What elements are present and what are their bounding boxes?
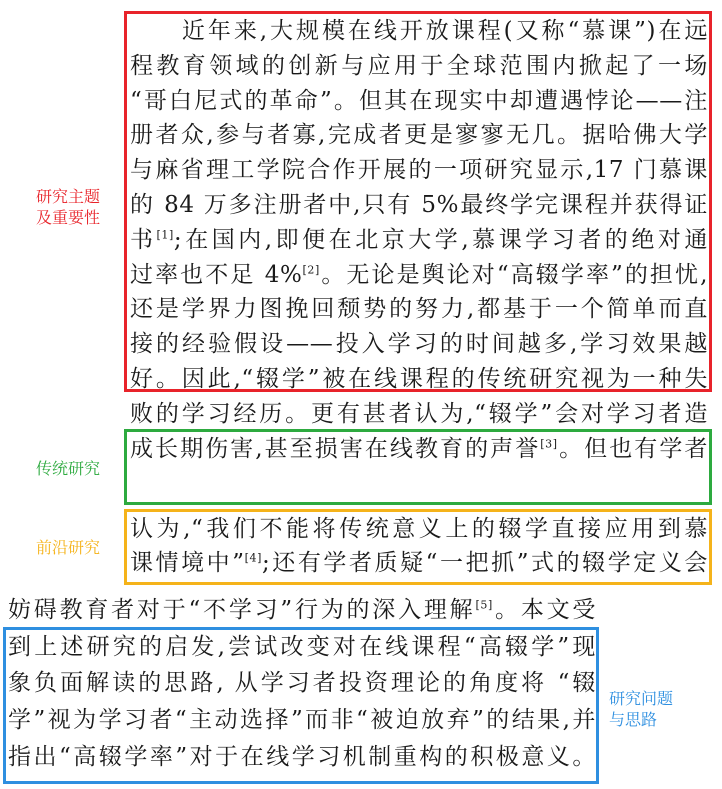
text-line-13 (130, 434, 708, 464)
text-line-4: 册者众,参与者寡,完成者更是寥寥无几。据哈佛大学 (130, 122, 708, 148)
text-line-12: 败的学习经历。更有甚者认为,“辍学”会对学习者造 (130, 401, 708, 427)
text-line-19: 学”视为学习者“主动选择”而非“被迫放弃”的结果,并 (8, 707, 596, 733)
text-segment: 过率也不足 4% (130, 262, 303, 288)
citation-ref-2: [2] (302, 263, 320, 277)
text-segment: 课情境中” (130, 550, 245, 576)
text-segment: 。本文受 (492, 597, 596, 623)
citation-ref-1: [1] (156, 228, 174, 242)
text-segment: 成长期伤害,甚至损害在线教育的声誉 (130, 436, 541, 462)
text-line-8 (130, 260, 708, 290)
frontier-annotation: 前沿研究 (36, 538, 101, 557)
text-line-5: 与麻省理工学院合作开展的一项研究显示,17 门慕课 (130, 157, 708, 183)
citation-ref-3: [3] (540, 437, 558, 451)
text-line-17: 到上述研究的启发,尝试改变对在线课程“高辍学”现 (8, 634, 596, 660)
text-line-6: 的 84 万多注册者中,只有 5%最终学完课程并获得证 (130, 192, 708, 218)
traditional-annotation: 传统研究 (36, 459, 101, 478)
text-segment: 。但也有学者 (557, 436, 708, 462)
question-annotation-line2: 与思路 (609, 710, 658, 729)
text-segment: ;还有学者质疑“一把抓”式的辍学定义会 (262, 550, 708, 576)
text-segment: 妨碍教育者对于“不学习”行为的深入理解 (8, 597, 476, 623)
text-line-11: 好。因此,“辍学”被在线课程的传统研究视为一种失 (130, 366, 708, 392)
topic-annotation-line2: 及重要性 (36, 208, 101, 227)
text-line-7 (130, 225, 708, 255)
topic-annotation-line1: 研究主题 (36, 187, 101, 206)
text-line-18: 象负面解读的思路, 从学习者投资理论的角度将 “辍 (8, 670, 596, 696)
text-line-14: 认为,“我们不能将传统意义上的辍学直接应用到慕 (130, 516, 708, 542)
text-line-3: “哥白尼式的革命”。但其在现实中却遭遇悖论——注 (130, 88, 708, 114)
text-segment: 书 (130, 227, 157, 253)
citation-ref-4: [4] (244, 551, 262, 565)
text-line-15 (130, 548, 708, 578)
question-annotation (609, 688, 673, 730)
question-annotation-line1: 研究问题 (609, 689, 674, 708)
text-line-16 (8, 595, 596, 625)
text-line-2: 程教育领域的创新与应用于全球范围内掀起了一场 (130, 53, 708, 79)
citation-ref-5: [5] (475, 598, 493, 612)
text-line-10: 接的经验假设——投入学习的时间越多,学习效果越 (130, 331, 708, 357)
text-line-9: 还是学界力图挽回颓势的努力,都基于一个简单而直 (130, 296, 708, 322)
text-segment: 。无论是舆论对“高辍学率”的担忧, (319, 262, 708, 288)
text-segment: ;在国内,即便在北京大学,慕课学习者的绝对通 (173, 227, 708, 253)
text-line-1: 近年来,大规模在线开放课程(又称“慕课”)在远 (130, 18, 708, 44)
topic-annotation (36, 186, 100, 228)
text-line-20: 指出“高辍学率”对于在线学习机制重构的积极意义。 (8, 744, 596, 770)
